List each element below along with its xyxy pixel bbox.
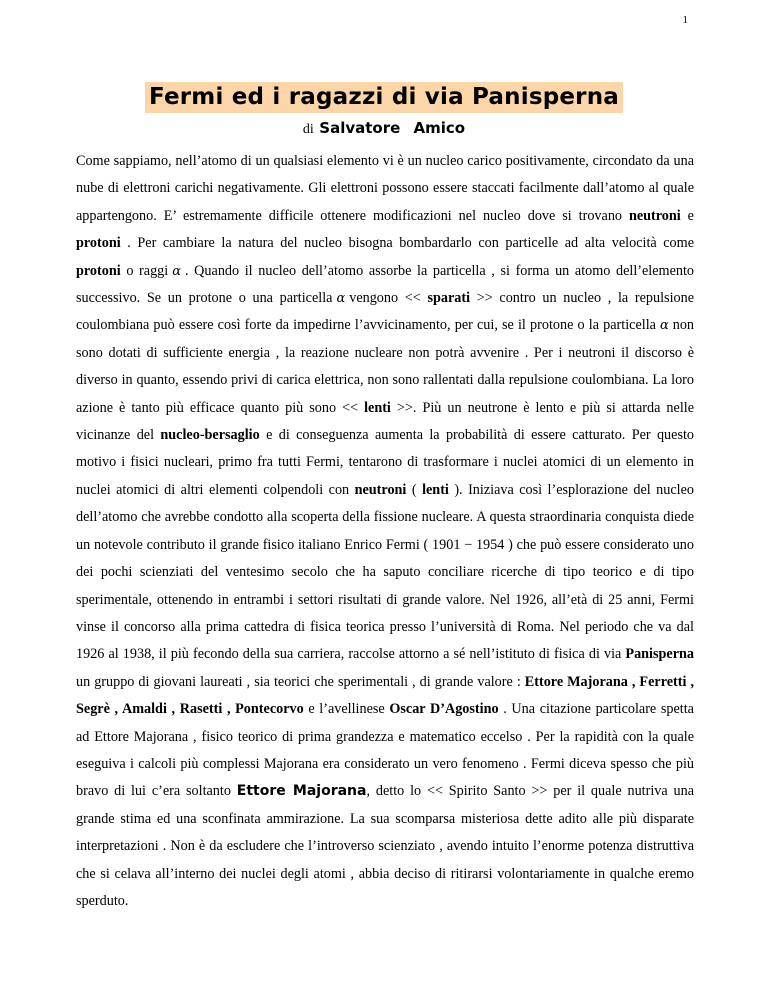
keyword-protoni: protoni — [76, 262, 121, 279]
keyword-panisperna: Panisperna — [625, 646, 694, 663]
keyword-ettore-majorana: Ettore Majorana — [236, 783, 367, 800]
fermi-years: 1901 − 1954 — [432, 536, 505, 553]
keyword-protoni: protoni — [76, 235, 121, 252]
document-title: Fermi ed i ragazzi di via Panisperna — [145, 82, 623, 113]
keyword-neutroni: neutroni — [628, 207, 681, 224]
keyword-lenti: lenti — [422, 481, 449, 498]
byline-prefix: di — [302, 122, 314, 137]
body-paragraph: Come sappiamo, nell’atomo di un qualsiasi elemento vi è un nucleo carico positivamente, circondato da una nube di elettroni carichi negativamente. Gli elettroni possono essere staccati facilmente dall’atomo al quale appartengono. E’ estremamente difficile ottenere modificazioni nel nucleo dove si trovano neutroni e protoni . Per cambiare la natura del nucleo bisogna bombardarlo con particelle ad alta velocità come protoni o raggi α . Quando il nucleo dell’atomo assorbe la particella , si forma un atomo dell’elemento successivo. Se un protone o una particella α vengono << sparati >> contro un nucleo , la repulsione coulombiana può essere così forte da impedirne l’avvicinamento, per cui, se il protone o la particella α non sono dotati di sufficiente energia , la reazione nucleare non potrà avvenire . Per i neutroni il discorso è diverso in quanto, essendo privi di carica elettrica, non sono rallentati dalla repulsione coulombiana. La loro azione è tanto più efficace quanto più sono << lenti >>. Più un neutrone è lento e più si attarda nelle vicinanze del nucleo-bersaglio e di conseguenza aumenta la probabilità di essere catturato. Per questo motivo i fisici nucleari, primo fra tutti Fermi, tentarono di trasformare i nuclei atomici di un elemento in nuclei atomici di altri elementi colpendoli con neutroni ( lenti ). Iniziava così l’esplorazione del nucleo dell’atomo che avrebbe condotto alla scoperta della fissione nucleare. A questa straordinaria conquista diede un notevole contributo il grande fisico italiano Enrico Fermi ( 1901 − 1954 ) che può essere considerato uno dei pochi scienziati del ventesimo secolo che ha saputo conciliare ricerche di tipo teorico e di tipo sperimentale, ottenendo in entrambi i settori risultati di grande valore. Nel 1926, all’età di 25 anni, Fermi vinse il concorso alla prima cattedra di fisica teorica presso l’università di Roma. Nel periodo che va dal 1926 al 1938, il più fecondo della sua carriera, raccolse attorno a sé nell’istituto di fisica di via Panisperna un gruppo di giovani laureati , sia teorici che sperimentali , di grande valore : Ettore Majorana , Ferretti , Segrè , Amaldi , Rasetti , Pontecorvo e l’avellinese Oscar D’Agostino . Una citazione particolare spetta ad Ettore Majorana , fisico teorico di prima grandezza e matematico eccelso . Per la rapidità con la quale eseguiva i calcoli più complessi Majorana era considerato un vero fenomeno . Fermi diceva spesso che più bravo di lui c’era soltanto Ettore Majorana, detto lo << Spirito Santo >> per il quale nutriva una grande stima ed una sconfinata ammirazione. La sua scomparsa misteriosa dette adito alle più disparate interpretazioni . Non è da escludere che l’introverso scienziato , avendo intuito l’enorme potenza distruttiva che si celava all’interno dei nuclei degli atomi , abbia deciso di ritirarsi volontariamente in qualche eremo sperduto. — [76, 153, 695, 909]
alpha-symbol: α — [172, 263, 181, 279]
author-name: Salvatore Amico — [319, 119, 466, 137]
title-container — [0, 82, 768, 113]
alpha-symbol: α — [336, 291, 346, 307]
keyword-sparati: sparati — [427, 290, 471, 307]
keyword-dagostino: Oscar D’Agostino — [389, 701, 499, 718]
page-number: 1 — [682, 14, 688, 26]
byline — [0, 119, 768, 138]
keyword-lenti: lenti — [364, 399, 391, 416]
alpha-symbol: α — [659, 318, 669, 334]
article-body — [76, 148, 694, 915]
keyword-nucleo-bersaglio: nucleo-bersaglio — [160, 427, 260, 444]
keyword-group-names: Ettore Majorana , Ferretti , Segrè , Amaldi , Rasetti , Pontecorvo — [76, 673, 694, 718]
keyword-neutroni: neutroni — [354, 481, 407, 498]
